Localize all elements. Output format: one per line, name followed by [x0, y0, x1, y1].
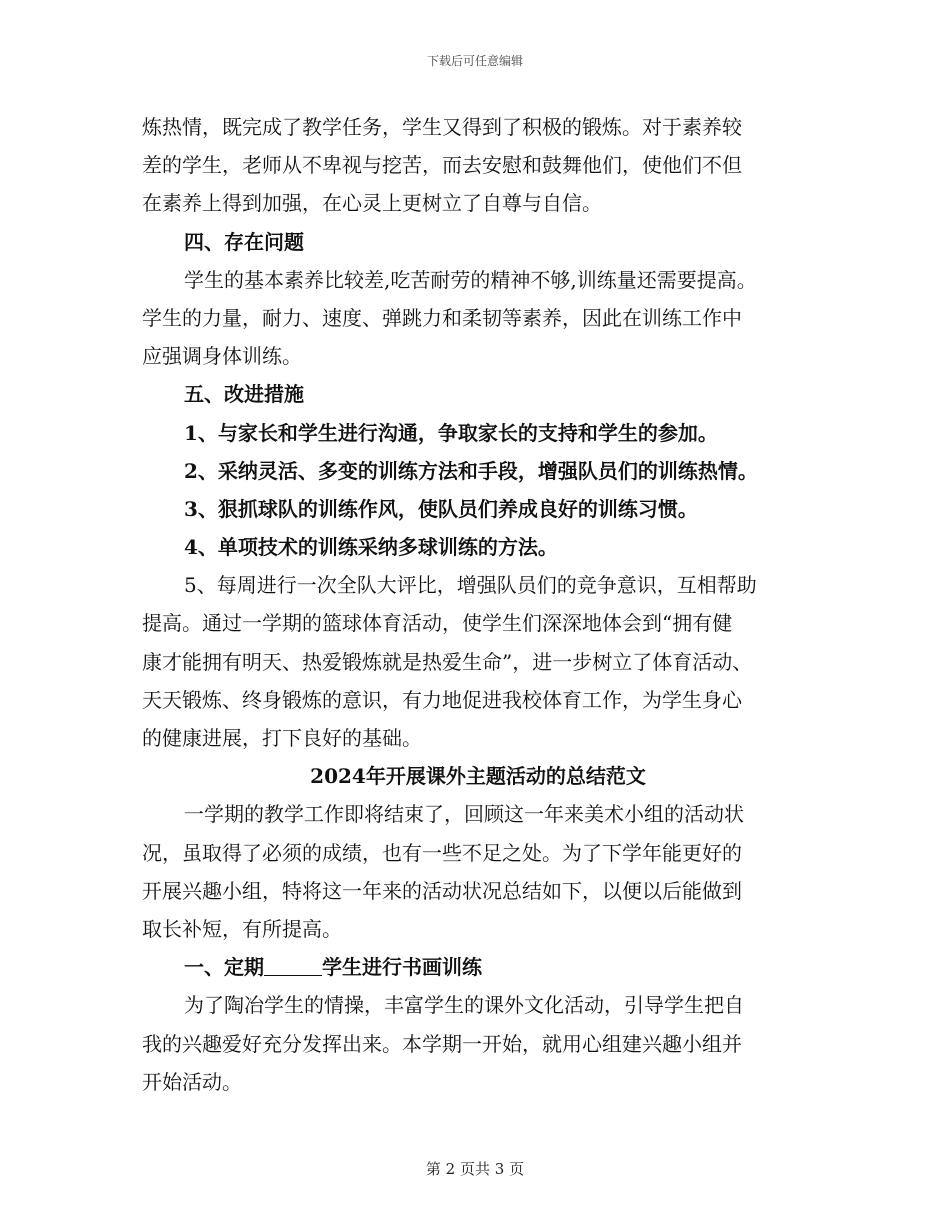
section-heading [142, 948, 814, 986]
paragraph-line: 5、每周进行一次全队大评比，增强队员们的竞争意识，互相帮助 [184, 573, 757, 598]
heading-part-1: 一、定期 [184, 955, 264, 980]
paragraph-line: 学生的基本素养比较差,吃苦耐劳的精神不够,训练量还需要提高。 [184, 267, 757, 292]
section-heading: 五、改进措施 [184, 382, 304, 407]
section-heading: 四、存在问题 [184, 229, 304, 254]
fill-in-blank [264, 955, 322, 976]
paragraph-line: 康才能拥有明天、热爱锻炼就是热爱生命”，进一步树立了体育活动、 [142, 649, 753, 674]
list-item: 1、与家长和学生进行沟通，争取家长的支持和学生的参加。 [184, 420, 718, 445]
paragraph-line: 的健康进展，打下良好的基础。 [142, 726, 422, 750]
paragraph-line: 为了陶冶学生的情操，丰富学生的课外文化活动，引导学生把自 [184, 993, 744, 1018]
paragraph-line: 在素养上得到加强，在心灵上更树立了自尊与自信。 [142, 191, 602, 216]
paragraph-line: 开始活动。 [142, 1069, 242, 1094]
paragraph-line: 开展兴趣小组，特将这一年来的活动状况总结如下，以便以后能做到 [142, 878, 742, 903]
paragraph-line: 一学期的教学工作即将结束了，回顾这一年来美术小组的活动状 [184, 802, 744, 827]
list-item: 3、狠抓球队的训练作风，使队员们养成良好的训练习惯。 [184, 496, 698, 521]
list-item: 4、单项技术的训练采纳多球训练的方法。 [184, 535, 558, 560]
paragraph-line: 差的学生，老师从不卑视与挖苦，而去安慰和鼓舞他们，使他们不但 [142, 153, 742, 178]
paragraph-line: 我的兴趣爱好充分发挥出来。本学期一开始，就用心组建兴趣小组并 [142, 1031, 742, 1056]
page-header: 下载后可任意编辑 [426, 54, 523, 68]
list-item: 2、采纳灵活、多变的训练方法和手段，增强队员们的训练热情。 [184, 458, 758, 483]
heading-part-2: 学生进行书画训练 [322, 955, 482, 980]
paragraph-line: 学生的力量，耐力、速度、弹跳力和柔韧等素养，因此在训练工作中 [142, 305, 742, 330]
document-body [142, 108, 814, 1101]
paragraph-line: 应强调身体训练。 [142, 344, 302, 369]
document-title: 2024年开展课外主题活动的总结范文 [310, 764, 646, 789]
paragraph-line: 提高。通过一学期的篮球体育活动，使学生们深深地体会到“拥有健 [142, 611, 733, 636]
paragraph-line: 天天锻炼、终身锻炼的意识，有力地促进我校体育工作，为学生身心 [142, 687, 742, 712]
paragraph-line: 取长补短，有所提高。 [142, 916, 342, 941]
paragraph-line: 况，虽取得了必须的成绩，也有一些不足之处。为了下学年能更好的 [142, 840, 742, 865]
paragraph-line: 炼热情，既完成了教学任务，学生又得到了积极的锻炼。对于素养较 [142, 115, 742, 139]
page-footer: 第 2 页共 3 页 [425, 1160, 525, 1178]
